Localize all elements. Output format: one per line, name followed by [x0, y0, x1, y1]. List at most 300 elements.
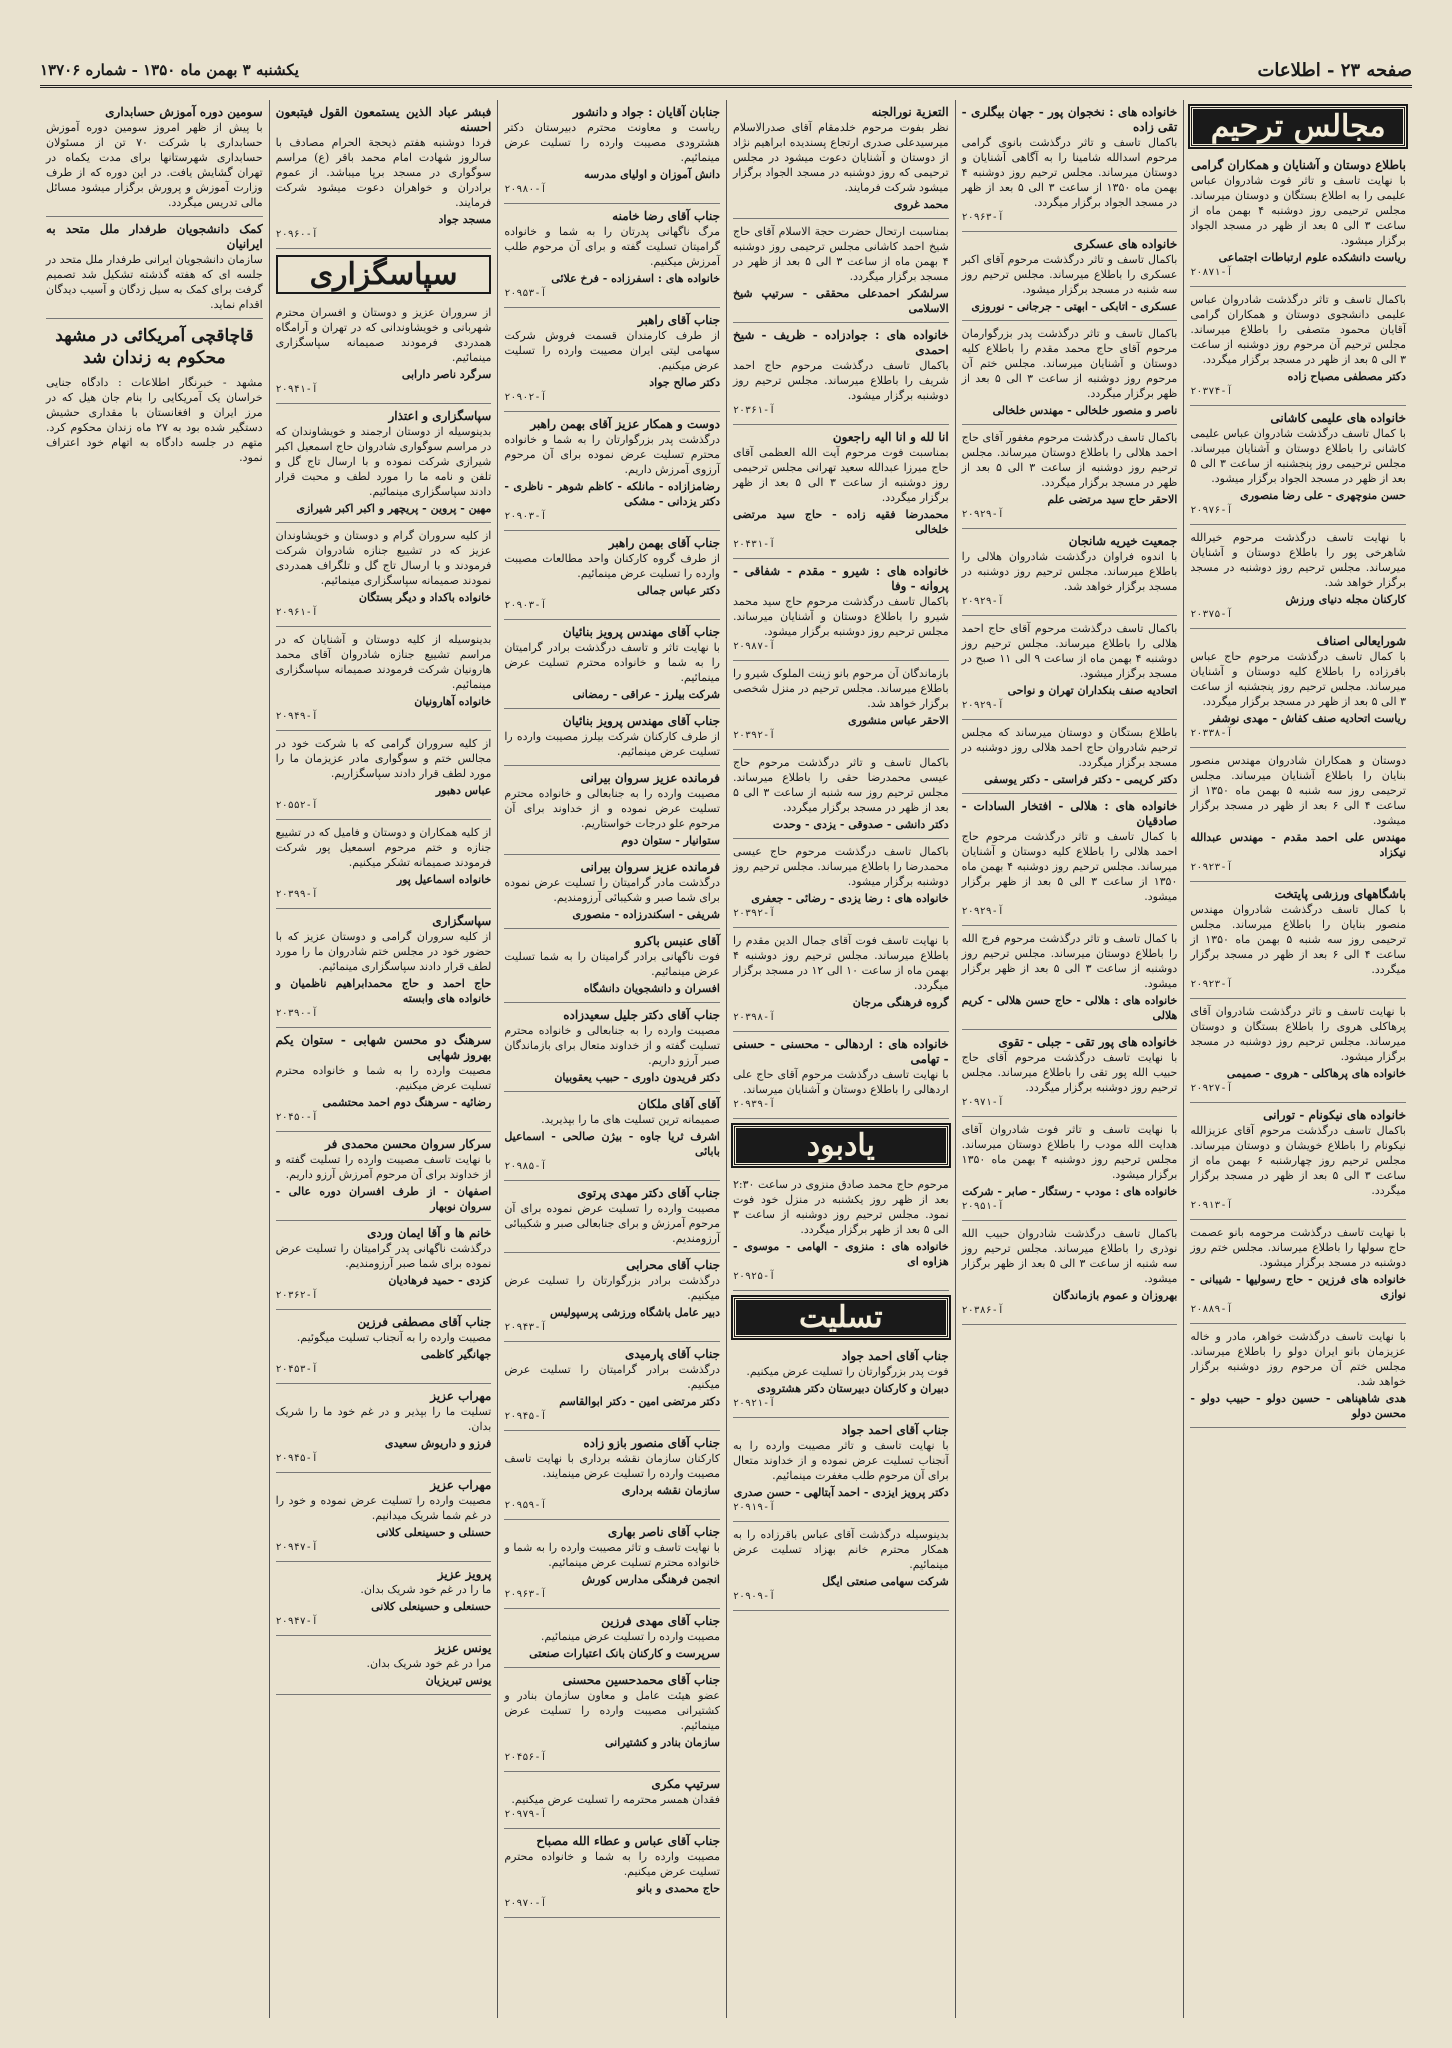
notice-body: بدینوسیله از کلیه دوستان و آشنایان که در مراسم تشییع جنازه شادروان آقای محمد هارونیان شرکت فرمودند صمیمانه سپاسگزاری مینمائیم. — [275, 633, 492, 691]
notice-signature: یونس تبریزیان — [425, 1674, 492, 1687]
notice-title: مهراب عزیز — [430, 1478, 492, 1492]
notice-code: آ-۲۰۸۷۱ — [1190, 267, 1233, 278]
notice-signature: شرکت سهامی صنعتی ایگل — [822, 1575, 949, 1588]
notice — [733, 839, 949, 928]
notice — [504, 1342, 720, 1431]
notice — [276, 1028, 492, 1132]
notice-signature: دکتر عباس جمالی — [637, 584, 720, 597]
notice-signature: سرلشکر احمدعلی محققی - سرتیپ شیخ الاسلامی — [733, 287, 949, 315]
notice-title: پرویز عزیز — [437, 1567, 492, 1581]
notice-signature: حسنلی و حسینعلی کلانی — [376, 1526, 492, 1539]
notice-title: جناب آقای مهندس پرویز بنائیان — [562, 625, 720, 639]
notice — [276, 1132, 492, 1221]
col5-notices-b — [276, 300, 492, 1695]
notice — [1190, 882, 1406, 999]
notice-body: مصیبت وارده را به شما و خانواده محترم تسلیت عرض میکنیم. — [504, 1850, 720, 1878]
notice-body: با نهایت تاسف و تاثر فوت شادروان آقای هدایت الله مودب را باطلاع دوستان میرساند. مجلس ترحیم روز دوشنبه ۴ بهمن ماه ۱۳۵۰ برگزار میشود. — [961, 1123, 1178, 1181]
notice-signature: رضامزازاده - مانلکه - کاظم شوهر - ناظری - دکتر یزدانی - مشکی — [504, 480, 720, 508]
notice-title: آقای آقای ملکان — [637, 1097, 720, 1111]
notice-code: آ-۲۰۳۶۱ — [733, 405, 776, 416]
notice-signature: سرگرد ناصر دارابی — [401, 368, 492, 381]
page-header — [40, 55, 1412, 88]
notice-body: فقدان همسر محترمه را تسلیت عرض میکنیم. — [511, 1793, 720, 1806]
notice-signature: جهانگیر کاظمی — [420, 1348, 492, 1361]
notice-code: آ-۲۰۹۸۷ — [733, 641, 776, 652]
notice-body: باکمال تاسف درگذشت مرحوم مغفور آقای حاج احمد هلالی را باطلاع دوستان میرساند. مجلس ترحیم روز دوشنبه از ساعت ۳ الی ۵ بعد از ظهر در مسجد برگزار میگردد. — [961, 431, 1178, 489]
notice — [504, 1520, 720, 1609]
notice-code: آ-۲۰۹۴۹ — [275, 711, 318, 722]
notice-signature: اشرف ثریا جاوه - بیژن صالحی - اسماعیل بابائی — [504, 1130, 720, 1158]
notice-body: با نهایت تاسف مصیبت وارده را تسلیت گفته و از خداوند برای آن مرحوم آمرزش آرزو داریم. — [275, 1153, 492, 1181]
notice-body: از طرف کارمندان قسمت فروش شرکت سهامی لیتی ایران مصیبت وارده را تسلیت عرض میکنیم. — [504, 329, 720, 372]
notice-body: دوستان و همکاران شادروان مهندس منصور بنایان را باطلاع آشنایان میرساند. مجلس ترحیمی روز سه شنبه ۵ بهمن ماه ۱۳۵۰ از ساعت ۴ الی ۶ بعد از ظهر در مسجد برگزار میشود. — [1190, 754, 1407, 827]
notice-code: آ-۲۰۹۶۱ — [275, 607, 318, 618]
notice — [962, 794, 1178, 926]
notice-body: مصیبت وارده را تسلیت عرض نموده و خود را در غم شما شریک میدانیم. — [275, 1494, 492, 1522]
notice — [504, 531, 720, 620]
notice-title: جنابان آقایان : جواد و دانشور — [572, 105, 720, 119]
news-headline: قاچاقچی آمریکائی در مشهد محکوم به زندان شد — [55, 326, 254, 368]
notice-title: فرمانده عزیز سروان بیرانی — [580, 771, 720, 785]
notice — [504, 766, 720, 855]
notice-body: از کلیه سروران گرامی که با شرکت خود در مجالس ختم و سوگواری مادر عزیزمان ما را مورد لطف قرار دادند سپاسگزاریم. — [275, 737, 492, 780]
notice — [962, 232, 1178, 321]
notice — [276, 627, 492, 731]
notice-title: خانواده های : جوادزاده - ظریف - شیخ احمدی — [733, 328, 949, 357]
notice — [733, 219, 949, 323]
notice — [276, 1562, 492, 1636]
notice-signature: شرکت بیلرز - عراقی - رمضانی — [572, 688, 720, 701]
notice — [733, 928, 949, 1032]
notice-body: از طرف گروه کارکنان واحد مطالعات مصیبت وارده را تسلیت عرض مینمائیم. — [504, 552, 720, 580]
notice-body: با کمال تاسف درگذشت شادروان مهندس منصور بنایان را باطلاع میرساند. مجلس ترحیمی روز سه شنبه ۵ بهمن ماه ۱۳۵۰ از ساعت ۴ الی ۶ بعد از ظهر در مسجد برگزار میگردد. — [1190, 903, 1407, 976]
notice-title: یونس عزیز — [435, 1641, 492, 1655]
notice-code: آ-۲۰۹۷۹ — [504, 1809, 547, 1820]
notice — [504, 1829, 720, 1918]
notice-signature: بهروزان و عموم بازماندگان — [1052, 1289, 1178, 1302]
notice-code: آ-۲۰۳۹۰ — [275, 1008, 318, 1019]
notice-code: آ-۲۰۹۲۵ — [733, 1271, 776, 1282]
notice — [962, 1117, 1178, 1221]
notice-body: باکمال تاسف و تاثر درگذشت بانوی گرامی مرحوم اسدالله شامینا را به آگاهی آشنایان و دوستان میرساند. مجلس ترحیم روز دوشنبه ۴ بهمن ماه ۱۳۵۰ از ساعت ۳ الی ۵ بعد از ظهر در مسجد الجواد برگزار میگردد. — [961, 136, 1178, 209]
notice-body: با اندوه فراوان درگذشت شادروان هلالی را باطلاع میرساند. مجلس ترحیم روز دوشنبه در مسجد برگزار خواهد شد. — [961, 550, 1178, 593]
notice-body: از سروران عزیز و دوستان و افسران محترم شهربانی و خویشاوندانی که در تهران و آرامگاه همدردی فرمودند صمیمانه سپاسگزاری مینمائیم. — [275, 306, 492, 364]
notice-signature: دکتر کریمی - دکتر فراستی - دکتر یوسفی — [984, 773, 1178, 786]
notice-code: آ-۲۰۹۲۳ — [1190, 979, 1233, 990]
notice — [276, 731, 492, 820]
notice-signature: دکتر دانشی - صدوقی - یزدی - وحدت — [772, 818, 949, 831]
col2-notices — [962, 100, 1178, 1325]
notice-body: سازمان دانشجویان ایرانی طرفدار ملل متحد در جلسه ای که هفته گذشته تشکیل شد تصمیم گرفت برای کمک به سیل زدگان و آسیب دیدگان اقدام نماید. — [46, 253, 263, 311]
notice — [962, 529, 1178, 616]
notice-signature: الاحقر عباس منشوری — [847, 714, 949, 727]
notice-signature: عسکری - اتابکی - ابهتی - جرجانی - نوروزی — [971, 300, 1178, 313]
column-6 — [40, 100, 269, 2018]
notice-signature: هدی شاهپناهی - حسین دولو - حبیب دولو - محسن دولو — [1190, 1392, 1406, 1420]
notice-code: آ-۲۰۹۶۳ — [504, 1589, 547, 1600]
notice — [1190, 1103, 1406, 1220]
notice-title: جناب آقای پارمیدی — [625, 1347, 720, 1361]
notice — [962, 720, 1178, 794]
notice-body: عضو هیئت عامل و معاون سازمان بنادر و کشتیرانی مصیبت وارده را تسلیت عرض مینمائیم. — [504, 1689, 720, 1732]
notice-signature: افسران و دانشجویان دانشگاه — [583, 982, 720, 995]
notice-code: آ-۲۰۳۷۵ — [1190, 609, 1233, 620]
notice — [1190, 1324, 1406, 1428]
notice — [504, 1253, 720, 1342]
notice-signature: کارکنان مجله دنیای ورزش — [1285, 593, 1406, 606]
notice-code: آ-۲۰۴۵۰ — [275, 1112, 318, 1123]
notice — [276, 820, 492, 909]
notice — [962, 926, 1178, 1030]
notice-signature: دکتر فریدون داوری - حبیب یعقوبیان — [554, 1071, 720, 1084]
notice — [276, 523, 492, 627]
notice-body: مرا در غم خود شریک بدان. — [366, 1657, 492, 1670]
notice-body: با نهایت تاثر و تاسف درگذشت برادر گرامیتان را به شما و خانواده محترم تسلیت عرض مینمائیم. — [504, 641, 720, 684]
notice-body: باکمال تاسف درگذشت مرحوم حاج سید محمد شیرو را باطلاع دوستان و آشنایان میرساند. مجلس ترحیم روز دوشنبه برگزار میشود. — [733, 595, 949, 638]
notice-signature: خانواده های : مودب - رستگار - صابر - شرکت — [962, 1185, 1178, 1198]
notice-body: کارکنان سازمان نقشه برداری با نهایت تاسف مصیبت وارده را تسلیت عرض مینمایند. — [504, 1452, 720, 1480]
notice-body: صمیمانه ترین تسلیت های ما را بپذیرید. — [541, 1113, 720, 1126]
notice-signature: حسنعلی و حسینعلی کلانی — [371, 1600, 492, 1613]
section-yadbood: یادبود — [733, 1125, 949, 1166]
notice — [276, 100, 492, 249]
notice-body: درگذشت برادر بزرگوارتان را تسلیت عرض میکنیم. — [504, 1274, 720, 1302]
notice-body: با نهایت تاسف و تاثر مصیبت وارده را به آنجناب تسلیت عرض نموده و از خداوند متعال برای آن مرحوم طلب مغفرت مینمائیم. — [733, 1439, 949, 1482]
notice-title: خانواده های : هلالی - افتخار السادات - صادقیان — [961, 799, 1178, 828]
notice-title: جناب آقای احمد جواد — [841, 1423, 949, 1437]
notice-code: آ-۲۰۹۲۹ — [961, 700, 1004, 711]
notice — [733, 1344, 949, 1418]
notice-signature: مسجد جواد — [438, 213, 492, 226]
notice-code: آ-۲۰۹۱۹ — [733, 1502, 776, 1513]
notice — [504, 709, 720, 766]
notice-signature: سازمان نقشه برداری — [621, 1484, 720, 1497]
notice-title: فرمانده عزیز سروان بیرانی — [580, 860, 720, 874]
notice-body: درگذشت مادر گرامیتان را تسلیت عرض نموده برای شما صبر و شکیبائی آرزومندیم. — [504, 876, 720, 904]
notice-signature: دکتر مصطفی مصباح زاده — [1287, 370, 1406, 383]
notice-code: آ-۲۰۹۵۱ — [961, 1201, 1004, 1212]
notice-signature: خانواده های : هلالی - حاج حسن هلالی - کریم هلالی — [961, 994, 1178, 1022]
notice-title: خانواده های : اردهالی - محسنی - حسنی - تهامی — [733, 1037, 949, 1066]
notice-title: خانواده های : نخجوان پور - جهان بیگلری - تقی زاده — [961, 105, 1178, 134]
notice-code: آ-۲۰۳۹۹ — [275, 889, 318, 900]
notice — [1190, 406, 1406, 525]
notice-title: جناب آقای عباس و عطاء الله مصباح — [536, 1834, 720, 1848]
notice — [504, 308, 720, 412]
notice — [733, 661, 949, 750]
column-3 — [726, 100, 955, 2018]
notice — [733, 100, 949, 219]
notice-title: سومین دوره آموزش حسابداری — [105, 105, 263, 119]
notice-code: آ-۲۰۹۷۶ — [1190, 505, 1233, 516]
notice-code: آ-۲۰۹۸۰ — [504, 184, 547, 195]
notice-code: آ-۲۰۴۳۱ — [733, 539, 776, 550]
notice-code: آ-۲۰۹۲۱ — [733, 1398, 776, 1409]
notice-signature: دکتر صالح جواد — [649, 376, 720, 389]
notice-body: بمناسبت ارتحال حضرت حجة الاسلام آقای حاج شیخ احمد کاشانی مجلس ترحیمی روز دوشنبه ۴ بهمن ماه از ساعت ۳ الی ۵ بعد از ظهر در مسجد برگزار میگردد. — [733, 225, 949, 283]
notice-title: جناب آقای منصور بازو زاده — [583, 1436, 720, 1450]
notice-title: جناب آقای دکتر جلیل سعیدزاده — [563, 1008, 720, 1022]
notice — [504, 204, 720, 308]
notice-title: فبشر عباد الذین یستمعون القول فیتبعون احسنه — [275, 105, 492, 134]
notice-body: با نهایت تاسف درگذشت مرحوم آقای حاج حبیب الله پور تقی را باطلاع میرساند. مجلس ترحیم روز دوشنبه برگزار میگردد. — [961, 1051, 1178, 1094]
notice — [1190, 153, 1406, 287]
notice-signature: رضائیه - سرهنگ دوم احمد محتشمی — [322, 1096, 492, 1109]
notice — [962, 616, 1178, 720]
notice — [962, 100, 1178, 232]
notice-signature: گروه فرهنگی مرجان — [852, 996, 949, 1009]
notice-code: آ-۲۰۹۶۰ — [275, 229, 318, 240]
notice-body: باکمال تاسف و تاثر درگذشت مرحوم آقای اکبر عسکری را باطلاع میرساند. مجلس ترحیم روز سه شنبه در مسجد برگزار میشود. — [961, 253, 1178, 296]
notice — [276, 300, 492, 404]
notice-title: سرکار سروان محسن محمدی فر — [325, 1137, 492, 1151]
page-label: صفحه ۲۳ - اطلاعات — [1257, 59, 1412, 81]
notice-title: جناب آقای محمدحسین محسنی — [562, 1673, 720, 1687]
notice — [276, 404, 492, 523]
notice-body: از کلیه همکاران و دوستان و فامیل که در تشییع جنازه و ختم مرحوم اسمعیل پور شرکت فرمودند صمیمانه تشکر میکنیم. — [275, 826, 492, 869]
notice-code: آ-۲۰۹۸۵ — [504, 1161, 547, 1172]
notice-signature: خانواده های : رضا یزدی - رضائی - جعفری — [751, 892, 949, 905]
notice-body: از کلیه سروران گرام و دوستان و خویشاوندان عزیز که در تشییع جنازه شادروان شرکت فرمودند و با ارسال تاج گل و تلگراف همدردی نمودند صمیمانه سپاسگزاری مینمائیم. — [275, 529, 492, 587]
columns — [40, 100, 1412, 2018]
notice-title: سپاسگزاری و اعتذار — [388, 409, 492, 423]
notice-code: آ-۲۰۹۴۵ — [275, 1453, 318, 1464]
notice-body: ما را در غم خود شریک بدان. — [360, 1583, 492, 1596]
notice-code: آ-۲۰۹۲۹ — [961, 509, 1004, 520]
notice-body: مصیبت وارده را تسلیت عرض نموده برای آن مرحوم آمرزش و برای جنابعالی صبر و شکیبائی آرزومندیم. — [504, 1202, 720, 1245]
notice-title: جناب آقای دکتر مهدی پرتوی — [577, 1186, 720, 1200]
notice-title: کمک دانشجویان طرفدار ملل متحد به ایرانیان — [46, 222, 263, 251]
notice — [504, 855, 720, 929]
notice-signature: ریاست دانشکده علوم ارتباطات اجتماعی — [1218, 251, 1406, 264]
notice-signature: دکتر مرتضی امین - دکتر ابوالقاسم — [559, 1395, 720, 1408]
notice-signature: مهندس علی احمد مقدم - مهندس عبدالله نیکزاد — [1190, 831, 1406, 859]
notice-code: آ-۲۰۹۴۷ — [275, 1542, 318, 1553]
notice-title: مهراب عزیز — [430, 1389, 492, 1403]
notice-signature: خانواده باکداد و دیگر بستگان — [358, 591, 492, 604]
notice-body: باکمال تاسف درگذشت شادروان حبیب الله نوذری را باطلاع میرساند. مجلس ترحیم روز سه شنبه از ساعت ۳ الی ۵ بعد از ظهر برگزار میشود. — [961, 1227, 1178, 1285]
notice-title: خانواده های علیمی کاشانی — [1270, 411, 1406, 425]
notice-title: باطلاع دوستان و آشنایان و همکاران گرامی — [1191, 158, 1406, 172]
notice-code: آ-۲۰۹۴۱ — [275, 384, 318, 395]
notice — [733, 1032, 949, 1119]
notice-code: آ-۲۰۳۳۸ — [1190, 728, 1233, 739]
notice — [733, 425, 949, 559]
notice — [504, 1609, 720, 1668]
notice — [276, 1221, 492, 1310]
notice-signature: کزدی - حمید فرهادیان — [388, 1274, 492, 1287]
notice-code: آ-۲۰۹۲۹ — [961, 596, 1004, 607]
notice — [1190, 1220, 1406, 1324]
column-4 — [497, 100, 726, 2018]
notice-body: مصیبت وارده را تسلیت عرض مینمائیم. — [540, 1630, 720, 1643]
notice — [1190, 287, 1406, 406]
notice-title: دوست و همکار عزیز آقای بهمن راهبر — [530, 417, 720, 431]
notice-body: بمناسبت فوت مرحوم آیت الله العظمی آقای حاج میرزا عبدالله سعید تهرانی مجلس ترحیمی روز دوشنبه از ساعت ۳ الی ۵ بعد از ظهر برگزار میگردد. — [733, 446, 949, 504]
notice — [733, 559, 949, 661]
col1-notices — [1190, 153, 1406, 1428]
notice-body: مرحوم حاج محمد صادق منزوی در ساعت ۲:۳۰ بعد از ظهر روز یکشنبه در منزل خود فوت نمود. مجلس ترحیم روز دوشنبه از ساعت ۳ الی ۵ بعد از ظهر برگزار میگردد. — [733, 1178, 949, 1236]
notice — [276, 1310, 492, 1384]
col5-notices-a — [276, 100, 492, 249]
notice-code: آ-۲۰۴۵۳ — [275, 1364, 318, 1375]
notice-body: ریاست و معاونت محترم دبیرستان دکتر هشترودی مصیبت وارده را تسلیت عرض مینمائیم. — [504, 121, 720, 164]
notice-signature: دکتر پرویز ایزدی - احمد آبتالهی - حسن صدری — [733, 1486, 949, 1499]
notice-title: جناب آقای ناصر بهاری — [607, 1525, 720, 1539]
notice-signature: حاج محمدی و بانو — [637, 1882, 720, 1895]
notice-body: باکمال تاسف درگذشت مرحوم حاج عیسی محمدرضا را باطلاع میرساند. مجلس ترحیم روز دوشنبه برگزار میشود. — [733, 845, 949, 888]
notice-body: با نهایت تاسف و تاثر درگذشت شادروان آقای پرهاکلی هروی را باطلاع بستگان و دوستان میرساند. مجلس ترحیم روز دوشنبه در مسجد برگزار میشود. — [1190, 1005, 1406, 1063]
notice-code: آ-۲۰۹۰۳ — [504, 600, 547, 611]
notice-signature: سرپرست و کارکنان بانک اعتبارات صنعتی — [529, 1647, 720, 1660]
news-body: مشهد - خبرنگار اطلاعات : دادگاه جنایی خراسان یک آمریکایی را بنام جان هیل که در مرز ایران و افغانستان با مقداری حشیش دستگیر شده بود به ۲۷ ماه زندان محکوم کرد. متهم در جلسه دادگاه به اتهام خود اعتراف نمود. — [46, 376, 263, 464]
col3-notices-b — [733, 1172, 949, 1291]
notice-body: با نهایت تاسف درگذشت خواهر، مادر و خاله عزیزمان بانو ایران دولو را باطلاع میرساند. مجلس ختم آن مرحوم روز دوشنبه برگزار خواهد شد. — [1190, 1330, 1406, 1388]
notice-body: با نهایت تاسف فوت آقای جمال الدین مقدم را باطلاع میرساند. مجلس ترحیم روز دوشنبه ۴ بهمن ماه از ساعت ۱۰ الی ۱۲ در مسجد برگزار میگردد. — [733, 934, 949, 992]
notice-signature: الاحقر حاج سید مرتضی علم — [1047, 493, 1178, 506]
notice-signature: ستوانیار - ستوان دوم — [621, 834, 720, 847]
notice-title: خانم ها و آقا ایمان وردی — [367, 1226, 492, 1240]
notice-body: فوت ناگهانی برادر گرامیتان را به شما تسلیت عرض مینمائیم. — [504, 950, 720, 978]
notice — [46, 217, 263, 319]
notice-code: آ-۲۰۹۰۲ — [504, 392, 547, 403]
notice-code: آ-۲۰۹۶۳ — [961, 212, 1004, 223]
notice — [504, 100, 720, 204]
notice — [504, 620, 720, 709]
notice-title: باشگاههای ورزشی پایتخت — [1274, 887, 1406, 901]
notice-signature: فرزو و داریوش سعیدی — [384, 1437, 492, 1450]
notice-body: با پیش از ظهر امروز سومین دوره آموزش حسابداری با شرکت ۷۰ تن از مسئولان حسابداری شهرستانها برای مدت یکماه در تهران گشایش یافت. در این دوره که از طرف وزارت آموزش و پرورش برگزار میشود مسائل مالی تدریس میگردد. — [46, 121, 263, 209]
notice-code: آ-۲۰۹۲۷ — [1190, 1083, 1233, 1094]
notice-title: شورایعالی اصناف — [1316, 634, 1406, 648]
notice — [733, 323, 949, 425]
notice-code: آ-۲۰۳۹۸ — [733, 1012, 776, 1023]
notice-body: مصیبت وارده را به جنابعالی و خانواده محترم تسلیت عرض نموده و از خداوند برای آن مرحوم علو درجات خواستاریم. — [504, 787, 720, 830]
notice-signature: سازمان بنادر و کشتیرانی — [605, 1736, 720, 1749]
notice — [276, 1636, 492, 1695]
notice-signature: مهین - پروین - پریچهر و اکبر اکبر شیرازی — [296, 502, 492, 515]
notice — [1190, 629, 1406, 748]
notice — [276, 909, 492, 1028]
notice — [733, 1418, 949, 1522]
notice-signature: خانواده اسماعیل پور — [396, 873, 492, 886]
notice-body: با نهایت تاسف درگذشت مرحومه بانو عصمت حاج سولها را باطلاع میرساند. مجلس ختم روز دوشنبه در مسجد برگزار میشود. — [1190, 1226, 1406, 1269]
notice-body: مرگ ناگهانی پدرتان را به شما و خانواده گرامیتان تسلیت گفته و برای آن مرحوم طلب آمرزش میکنیم. — [504, 225, 720, 268]
notice-title: خانواده های : شیرو - مقدم - شفاقی - پروانه - وفا — [733, 564, 949, 593]
notice-body: فردا دوشنبه هفتم ذیحجة الحرام مصادف با سالروز شهادت امام محمد باقر (ع) مراسم سوگواری در مسجد برپا میباشد. از عموم برادران و خواهران دعوت میشود شرکت فرمایند. — [275, 136, 492, 209]
notice-body: مصیبت وارده را به جنابعالی و خانواده محترم تسلیت گفته و از خداوند متعال برای بازماندگان صبر آرزو داریم. — [504, 1024, 720, 1067]
notice-signature: ریاست اتحادیه صنف کفاش - مهدی نوشفر — [1209, 712, 1406, 725]
notice — [504, 1092, 720, 1181]
section-tasliyat: تسلیت — [733, 1297, 949, 1338]
notice-code: آ-۲۰۹۳۹ — [733, 1099, 776, 1110]
notice-title: جناب آقای مصطفی فرزین — [357, 1315, 492, 1329]
notice — [962, 1221, 1178, 1325]
notice-signature: انجمن فرهنگی مدارس کورش — [581, 1573, 720, 1586]
notice-code: آ-۲۰۸۸۹ — [1190, 1304, 1233, 1315]
notice-body: با کمال تاسف درگذشت مرحوم حاج عباس بافرزاده را باطلاع کلیه دوستان و آشنایان میرساند. مجلس ترحیم روز پنجشنبه از ساعت ۳ الی ۵ بعد از ظهر در مسجد برگزار میگردد. — [1190, 650, 1406, 708]
notice — [1190, 999, 1406, 1103]
notice-body: تسلیت ما را بپذیر و در غم خود ما را شریک بدان. — [275, 1405, 492, 1433]
notice-title: انا لله و انا الیه راجعون — [832, 430, 949, 444]
notice-code: آ-۲۰۹۰۹ — [733, 1591, 776, 1602]
notice-signature: عباس دهبور — [435, 784, 492, 797]
notice-code: آ-۲۰۹۲۹ — [961, 906, 1004, 917]
notice-body: بازماندگان آن مرحوم بانو زینت الملوک شیرو را باطلاع میرساند. مجلس ترحیم در منزل شخصی برگزار خواهد شد. — [733, 667, 949, 710]
notice-body: بدینوسیله از دوستان ارجمند و خویشاوندان که در مراسم سوگواری شادروان حاج اسمعیل اکبر شیرازی شرکت نموده و با ارسال تاج گل و تلفن و نامه ما را مورد لطف و محبت قرار دادند سپاسگزاری مینمائیم. — [275, 425, 492, 498]
notice-code: آ-۲۰۹۴۵ — [504, 1411, 547, 1422]
notice-code: آ-۲۰۳۷۴ — [1190, 386, 1233, 397]
col3-notices-c — [733, 1344, 949, 1611]
notice-signature: حسن منوچهری - علی رضا منصوری — [1240, 489, 1406, 502]
notice-code: آ-۲۰۳۹۲ — [733, 908, 776, 919]
column-2 — [955, 100, 1184, 2018]
notice-body: بدینوسیله درگذشت آقای عباس باقرزاده را به همکار محترم خانم بهزاد تسلیت عرض مینمائیم. — [733, 1528, 949, 1571]
notice-code: آ-۲۰۹۷۱ — [961, 1097, 1004, 1108]
notice — [504, 1772, 720, 1829]
notice — [504, 412, 720, 531]
notice-signature: شریفی - اسکندرزاده - منصوری — [572, 908, 720, 921]
notice-body: با نهایت تاسف و تاثر مصیبت وارده را به شما و خانواده محترم تسلیت عرض مینمائیم. — [504, 1541, 720, 1569]
notice-signature: دبیران و کارکنان دبیرستان دکتر هشترودی — [757, 1382, 949, 1395]
notice — [504, 1003, 720, 1092]
notice-body: با کمال تاسف و تاثر درگذشت مرحوم فرج الله را باطلاع دوستان میرساند. مجلس ترحیم روز دوشنبه از ساعت ۳ الی ۵ بعد از ظهر برگزار میشود. — [961, 932, 1178, 990]
notice-title: جناب آقای مهدی فرزین — [601, 1614, 720, 1628]
section-sepasgozari: سپاسگزاری — [276, 255, 492, 294]
notice-body: مصیبت وارده را به شما و خانواده محترم تسلیت عرض میکنیم. — [275, 1064, 492, 1092]
notice-signature: محمد غروی — [893, 198, 949, 211]
notice-code: آ-۲۰۹۰۳ — [504, 511, 547, 522]
notice-body: باکمال تاسف درگذشت مرحوم آقای حاج احمد هلالی را باطلاع میرساند. مجلس ترحیم روز دوشنبه ۴ بهمن ماه از ساعت ۹ الی ۱۱ صبح در مسجد برگزار میشود. — [961, 622, 1178, 680]
column-5 — [269, 100, 498, 2018]
col3-notices-a — [733, 100, 949, 1119]
notice — [504, 1431, 720, 1520]
notice — [733, 750, 949, 839]
notice — [733, 1522, 949, 1611]
notice-signature: حاج احمد و حاج محمدابراهیم ناظمیان و خانواده های وابسته — [275, 977, 492, 1005]
notice — [504, 929, 720, 1003]
notice-body: با نهایت تاسف و تاثر فوت شادروان عباس علیمی را به اطلاع بستگان و دوستان میرساند. مجلس ترحیمی روز دوشنبه ۴ بهمن ماه از ساعت ۳ الی ۵ بعد از ظهر در مسجد الجواد برگزار میشود. — [1190, 174, 1406, 247]
date-label: یکشنبه ۳ بهمن ماه ۱۳۵۰ - شماره ۱۳۷۰۶ — [40, 61, 299, 79]
notice — [1190, 748, 1406, 882]
notice-signature: خانواده های پرهاکلی - هروی - صمیمی — [1226, 1067, 1406, 1080]
col4-notices — [504, 100, 720, 1918]
notice — [1190, 525, 1406, 629]
col6-notices — [46, 100, 263, 319]
notice-signature: دانش آموزان و اولیای مدرسه — [584, 168, 720, 181]
notice-code: آ-۲۰۳۶۲ — [275, 1290, 318, 1301]
notice-body: باکمال تاسف و تاثر درگذشت مرحوم حاج عیسی محمدرضا حقی را باطلاع میرساند. مجلس ترحیم روز سه شنبه از ساعت ۳ الی ۵ بعد از ظهر در مسجد برگزار میگردد. — [733, 756, 949, 814]
notice-title: التعزیة نورالجنه — [871, 105, 949, 119]
notice-body: از طرف کارکنان شرکت بیلرز مصیبت وارده را تسلیت عرض مینمائیم. — [504, 730, 720, 758]
notice-body: باکمال تاسف و تاثر درگذشت شادروان عباس علیمی دانشجوی دوستان و همکاران گرامی آقایان محمود متصفی را باطلاع میرساند. مجلس ترحیم آن مرحوم روز دوشنبه از ساعت ۳ الی ۵ بعد از ظهر در مسجد برگزار میگردد. — [1190, 293, 1406, 366]
notice-signature: خانواده آهارونیان — [414, 695, 492, 708]
notice-signature: ناصر و منصور خلخالی - مهندس خلخالی — [992, 404, 1178, 417]
notice-title: جناب آقای بهمن راهبر — [608, 536, 720, 550]
notice — [276, 1473, 492, 1562]
notice — [504, 1668, 720, 1772]
notice-signature: اصفهان - از طرف افسران دوره عالی - سروان نوبهار — [275, 1185, 492, 1213]
notice-body: درگذشت ناگهانی پدر گرامیتان را تسلیت عرض نموده برای شما صبر آرزومندیم. — [275, 1242, 492, 1270]
notice-code: آ-۲۰۹۷۰ — [504, 1898, 547, 1909]
notice — [276, 1384, 492, 1473]
notice-code: آ-۲۰۹۲۳ — [1190, 862, 1233, 873]
notice-signature: خانواده های : منزوی - الهامی - موسوی - هزاوه ای — [733, 1240, 949, 1268]
notice-code: آ-۲۰۳۹۲ — [733, 730, 776, 741]
notice-body: نظر بفوت مرحوم خلدمقام آقای صدرالاسلام میرسیدعلی صدری ارتجاع پسندیده ابراهیم نژاد از دوستان و آشنایان دعوت میشود در مجلس ترحیمی که روز دوشنبه در مسجد الجواد برگزار میشود شرکت فرمایند. — [733, 121, 949, 194]
notice-title: جناب آقای احمد جواد — [841, 1349, 949, 1363]
notice-code: آ-۲۰۴۵۶ — [504, 1752, 547, 1763]
